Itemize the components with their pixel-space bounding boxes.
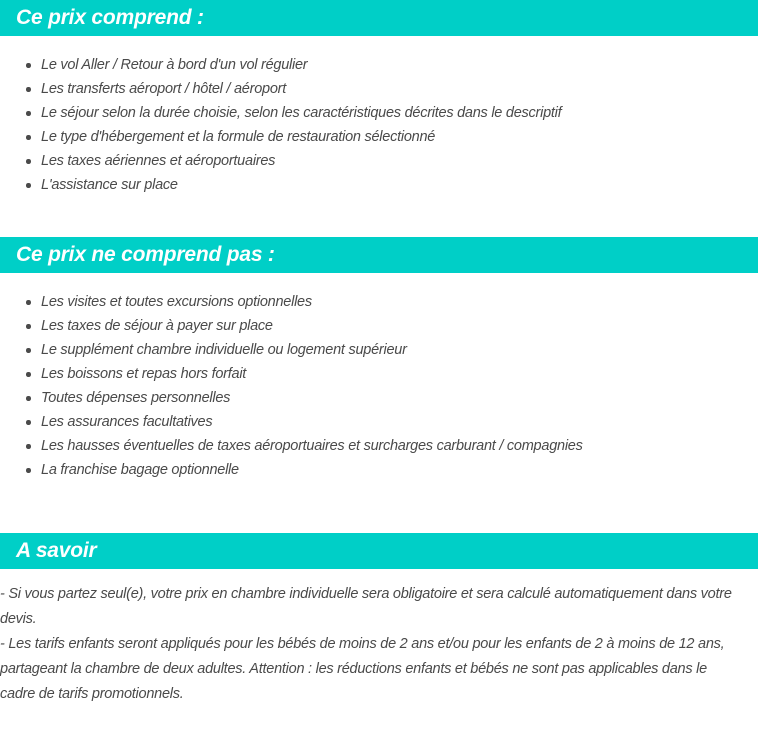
list-item [0,362,758,386]
section-heading-excluded: Ce prix ne comprend pas : [0,237,758,273]
list-item-label: Les taxes aériennes et aéroportuaires [41,153,276,169]
list-item [0,149,758,173]
list-item-label: Le vol Aller / Retour à bord d'un vol régulier [41,57,308,73]
excluded-items-list [0,273,758,482]
list-item-label: Les assurances facultatives [41,414,213,430]
section-heading-included: Ce prix comprend : [0,0,758,36]
to-note-paragraphs [0,569,758,707]
note-paragraph: - Les tarifs enfants seront appliqués pour les bébés de moins de 2 ans et/ou pour les enfants de 2 à moins de 12 ans, partageant la chambre de deux adultes. Attention : les réductions enfants et bébés ne sont pas applicables dans le cadre de tarifs promotionnels. [0,636,725,702]
list-item [0,434,758,458]
list-item [0,53,758,77]
list-item [0,410,758,434]
section-spacer [0,197,758,237]
section-spacer [0,482,758,533]
list-item-label: Les visites et toutes excursions optionnelles [41,294,312,310]
list-item-label: Les taxes de séjour à payer sur place [41,318,273,334]
included-items-list [0,36,758,197]
list-item-label: Le type d'hébergement et la formule de restauration sélectionné [41,129,436,145]
list-item [0,338,758,362]
list-item [0,386,758,410]
list-item-label: L'assistance sur place [41,177,178,193]
list-item-label: Le supplément chambre individuelle ou logement supérieur [41,342,407,358]
list-item-label: Toutes dépenses personnelles [41,390,231,406]
list-item [0,314,758,338]
list-item [0,290,758,314]
list-item [0,101,758,125]
list-item [0,458,758,482]
section-heading-to-note: A savoir [0,533,758,569]
list-item-label: La franchise bagage optionnelle [41,462,239,478]
list-item-label: Les transferts aéroport / hôtel / aéroport [41,81,286,97]
list-item-label: Les boissons et repas hors forfait [41,366,247,382]
list-item [0,77,758,101]
list-item [0,173,758,197]
note-paragraph: - Si vous partez seul(e), votre prix en chambre individuelle sera obligatoire et sera calculé automatiquement dans votre devis. [0,586,732,627]
list-item [0,125,758,149]
list-item-label: Les hausses éventuelles de taxes aéroportuaires et surcharges carburant / compagnies [41,438,583,454]
list-item-label: Le séjour selon la durée choisie, selon les caractéristiques décrites dans le descriptif [41,105,562,121]
